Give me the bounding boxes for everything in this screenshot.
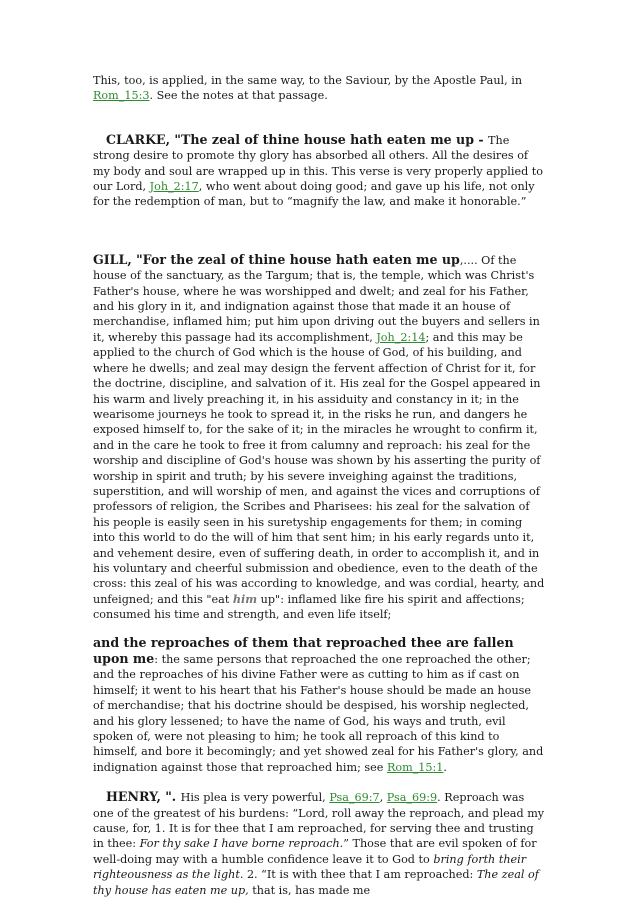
henry-heading: HENRY, ".	[106, 789, 181, 805]
gill-text-a: ,.... Of the house of the sanctuary, as the Targum; that is, the temple, which was Christ's Father's house, where he was worshipped and dwelt; and zeal for his Father, and his glory in it, and indignation against those that made it an house of merchandise, inflamed him; put him upon driving out the buyers and sellers in it, whereby this passage had its accomplishment,	[93, 253, 540, 344]
clarke-heading: CLARKE, "The zeal of thine house hath eaten me up -	[106, 131, 489, 147]
gill2-text-b: .	[443, 760, 447, 774]
gill-text-c: up": inflamed like fire his spirit and affections; consumed his time and strength, and even life itself;	[93, 592, 525, 622]
intro-text-a: This, too, is applied, in the same way, to the Saviour, by the Apostle Paul, in	[93, 74, 523, 87]
joh-2-17-link[interactable]: Joh_2:17	[149, 180, 199, 194]
henry-text-e: that is, has made me	[248, 883, 371, 897]
henry-text-b: . Reproach was one of the greatest of his burdens: “Lord, roll away the reproach, and plead my cause, for, 1. It is for thee that I am reproached, for serving thee and trusting in thee:	[93, 791, 545, 851]
henry-paragraph	[93, 789, 545, 898]
henry-italic-2: bring forth their righteousness as the light	[93, 852, 527, 882]
clarke-paragraph	[93, 132, 545, 210]
henry-italic-3: The zeal of thy house has eaten me up,	[93, 868, 539, 897]
gill-paragraph	[93, 252, 545, 623]
henry-sep: ,	[379, 791, 387, 805]
joh-2-14-link[interactable]: Joh_2:14	[376, 330, 426, 344]
rom-15-1-link[interactable]: Rom_15:1	[386, 760, 444, 774]
gill-text-b: ; and this may be applied to the church of God which is the house of God, of his building, and where he dwells; and zeal may design the fervent affection of Christ for it, for the doctrine, discipline, and salvation of it. His zeal for the Gospel appeared in his warm and lively preaching it, in his assiduity and constancy in it; in the wearisome journeys he took to spread it, in the risks he run, and dangers he exposed himself to, for the sake of it; in the miracles he wrought to confirm it, and in the care he took to free it from calumny and reproach: his zeal for the worship and discipline of God's house was shown by his asserting the purity of worship in spirit and truth; by his severe inveighing against the traditions, superstition, and will worship of men, and against the vices and corruptions of professors of religion, the Scribes and Pharisees: his zeal for the salvation of his people is easily seen in his suretyship engagements for them; in coming into this world to do the will of him that sent him; in his early regards unto it, and vehement desire, even of suffering death, in order to accomplish it, and in his voluntary and cheerful submission and obedience, even to the death of the cross: this zeal of his was according to knowledge, and was cordial, hearty, and unfeigned; and this "eat	[93, 330, 545, 606]
henry-text-c: ” Those that are evil spoken of for well-doing may with a humble confidence leave it to God to	[93, 837, 537, 866]
henry-text-a: His plea is very powerful,	[180, 791, 330, 805]
gill2-text-a: : the same persons that reproached the one reproached the other; and the reproaches of his divine Father were as cutting to him as if cast on himself; it went to his heart that his Father's house should be made an house of merchandise; that his doctrine should be despised, his worship neglected, and his glory lessened; to have the name of God, his ways and truth, evil spoken of, were not pleasing to him; he took all reproach of this kind to himself, and bore it becomingly; and yet showed zeal for his Father's glory, and indignation against those that reproached him; see	[93, 653, 544, 774]
gill-heading: GILL, "For the zeal of thine house hath eaten me up	[93, 251, 460, 267]
intro-text-b: . See the notes at that passage.	[149, 89, 328, 103]
psa-69-7-link[interactable]: Psa_69:7	[329, 791, 380, 805]
him-italic: him	[232, 591, 258, 606]
gill-reproaches-paragraph	[93, 635, 545, 776]
henry-italic-1: For thy sake I have borne reproach.	[139, 837, 344, 851]
document-page	[93, 73, 545, 898]
clarke-text-b: , who went about doing good; and gave up his life, not only for the redemption of man, but to “magnify the law, and make it honorable.”	[93, 180, 535, 209]
rom-15-3-link[interactable]: Rom_15:3	[93, 89, 150, 103]
intro-paragraph	[93, 73, 545, 104]
psa-69-9-link[interactable]: Psa_69:9	[386, 791, 438, 805]
gill-reproaches-heading: and the reproaches of them that reproached thee are fallen upon me	[93, 634, 514, 666]
clarke-text-a: The strong desire to promote thy glory has absorbed all others. All the desires of my body and soul are wrapped up in this. This verse is very properly applied to our Lord,	[93, 133, 544, 194]
henry-text-d: . 2. “It is with thee that I am reproached:	[239, 868, 477, 882]
